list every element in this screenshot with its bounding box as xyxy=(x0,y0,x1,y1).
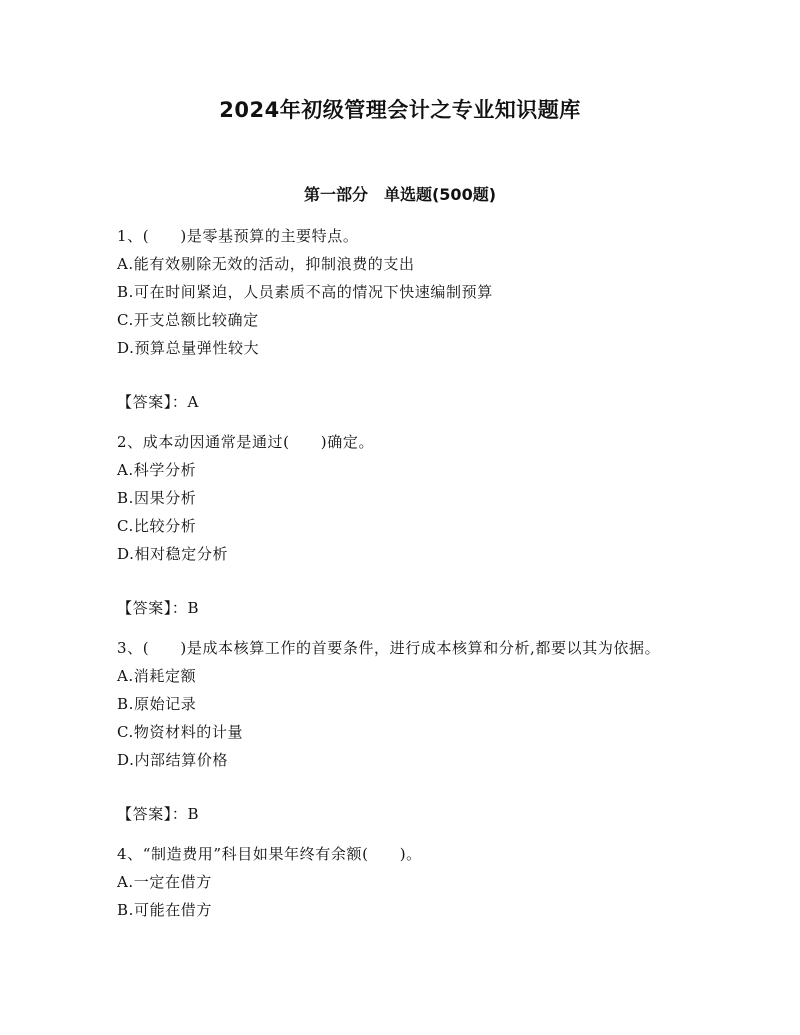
option-d: D.预算总量弹性较大 xyxy=(117,339,260,357)
option-c: C.比较分析 xyxy=(117,517,197,535)
question-stem: 1、( )是零基预算的主要特点。 xyxy=(117,227,359,245)
option-c: C.开支总额比较确定 xyxy=(117,311,259,329)
answer-line xyxy=(117,594,687,622)
section-title: 第一部分 单选题(500题) xyxy=(303,185,497,204)
question-4 xyxy=(117,840,687,924)
option-d: D.内部结算价格 xyxy=(117,751,229,769)
option-a: A.科学分析 xyxy=(117,461,197,479)
option-a: A.消耗定额 xyxy=(117,667,197,685)
document-title: 2024年初级管理会计之专业知识题库 xyxy=(219,98,581,122)
answer-label: 【答案】： xyxy=(117,805,188,823)
option-a: A.能有效剔除无效的活动，抑制浪费的支出 xyxy=(117,255,415,273)
option-c: C.物资材料的计量 xyxy=(117,723,244,741)
option-b: B.可能在借方 xyxy=(117,901,212,919)
answer-line xyxy=(117,388,687,416)
option-a: A.一定在借方 xyxy=(117,873,212,891)
option-b: B.可在时间紧迫，人员素质不高的情况下快速编制预算 xyxy=(117,283,493,301)
answer-value: B xyxy=(187,805,200,823)
question-2 xyxy=(117,428,687,622)
question-list xyxy=(117,222,687,924)
question-3 xyxy=(117,634,687,828)
answer-value: B xyxy=(187,599,200,617)
question-1 xyxy=(117,222,687,416)
question-stem: 4、“制造费用”科目如果年终有余额( )。 xyxy=(117,845,422,863)
answer-value: A xyxy=(187,393,199,411)
answer-label: 【答案】： xyxy=(117,599,188,617)
answer-line xyxy=(117,800,687,828)
option-d: D.相对稳定分析 xyxy=(117,545,229,563)
question-stem: 2、成本动因通常是通过( )确定。 xyxy=(117,433,375,451)
option-b: B.因果分析 xyxy=(117,489,197,507)
option-b: B.原始记录 xyxy=(117,695,197,713)
question-stem: 3、( )是成本核算工作的首要条件，进行成本核算和分析,都要以其为依据。 xyxy=(117,639,661,657)
answer-label: 【答案】： xyxy=(117,393,188,411)
